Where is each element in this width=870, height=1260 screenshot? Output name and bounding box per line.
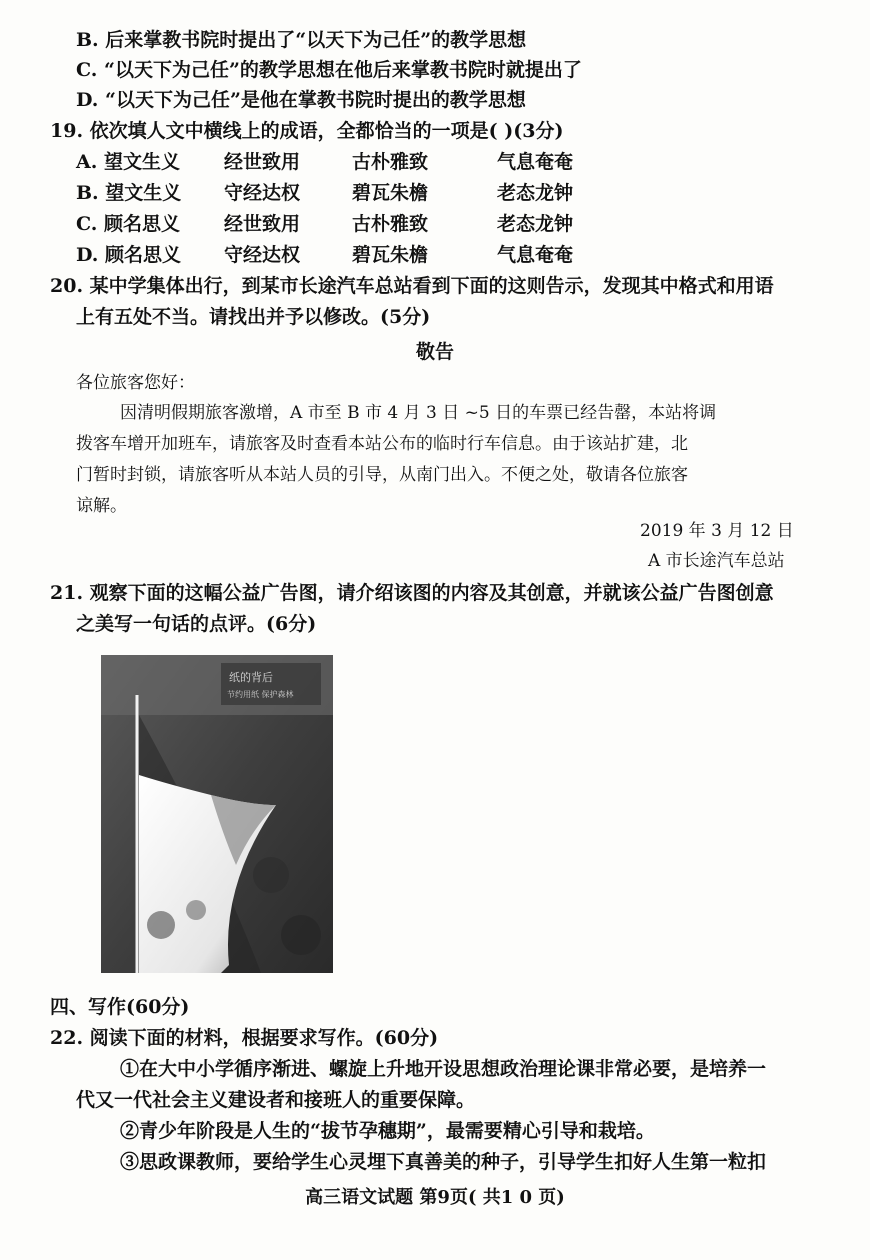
- q19-option-d-3: 碧瓦朱檐: [352, 244, 429, 266]
- q19-option-c-3: 古朴雅致: [352, 213, 429, 235]
- q19-option-b-1: B. 望文生义: [76, 182, 182, 204]
- notice-body-line4: 谅解。: [76, 496, 127, 516]
- section-4-heading: 四、写作(60分): [50, 996, 190, 1018]
- q19-option-b-2: 守经达权: [224, 182, 301, 204]
- poster-subtitle: 节约用纸 保护森林: [227, 690, 294, 699]
- q19-option-a-2: 经世致用: [224, 151, 301, 173]
- notice-body-line3: 门暂时封锁，请旅客听从本站人员的引导，从南门出入。不便之处，敬请各位旅客: [76, 465, 688, 485]
- q19-option-a-1: A. 望文生义: [76, 151, 180, 173]
- q19-stem: 19. 依次填人文中横线上的成语，全都恰当的一项是( )(3分): [50, 120, 564, 142]
- notice-title: 敬告: [415, 341, 454, 363]
- notice-greeting: 各位旅客您好：: [76, 373, 195, 393]
- q19-option-c-2: 经世致用: [224, 213, 301, 235]
- notice-signature: A 市长途汽车总站: [648, 551, 785, 571]
- public-service-poster: [101, 655, 333, 973]
- poster-title: 纸的背后: [229, 671, 273, 684]
- q19-option-d-4: 气息奄奄: [497, 244, 574, 266]
- page-footer: 高三语文试题 第9页( 共1 0 页): [305, 1187, 565, 1208]
- q19-option-d-2: 守经达权: [224, 244, 301, 266]
- q22-material-2: ②青少年阶段是人生的“拔节孕穗期”，最需要精心引导和栽培。: [120, 1120, 655, 1142]
- q21-stem-line1: 21. 观察下面的这幅公益广告图，请介绍该图的内容及其创意，并就该公益广告图创意: [50, 582, 774, 604]
- q19-option-b-4: 老态龙钟: [497, 182, 574, 204]
- q18-option-b: B. 后来掌教书院时提出了“以天下为己任”的教学思想: [76, 29, 527, 51]
- q18-option-d: D. “以天下为己任”是他在掌教书院时提出的教学思想: [76, 89, 526, 111]
- q19-option-c-4: 老态龙钟: [497, 213, 574, 235]
- q19-option-a-3: 古朴雅致: [352, 151, 429, 173]
- q22-material-1b: 代又一代社会主义建设者和接班人的重要保障。: [76, 1089, 476, 1111]
- q19-option-d-1: D. 顾名思义: [76, 244, 182, 266]
- q20-stem-line1: 20. 某中学集体出行，到某市长途汽车总站看到下面的这则告示，发现其中格式和用语: [50, 275, 774, 297]
- q19-option-a-4: 气息奄奄: [497, 151, 574, 173]
- notice-date: 2019 年 3 月 12 日: [640, 521, 794, 541]
- q19-option-b-3: 碧瓦朱檐: [352, 182, 429, 204]
- notice-body-line1: 因清明假期旅客激增，A 市至 B 市 4 月 3 日 ~5 日的车票已经告罄，本站将调: [120, 403, 717, 423]
- q21-stem-line2: 之美写一句话的点评。(6分): [76, 613, 317, 635]
- q20-stem-line2: 上有五处不当。请找出并予以修改。(5分): [76, 306, 431, 328]
- q18-option-c: C. “以天下为己任”的教学思想在他后来掌教书院时就提出了: [76, 59, 582, 81]
- q22-material-3: ③思政课教师，要给学生心灵埋下真善美的种子，引导学生扣好人生第一粒扣: [120, 1151, 767, 1173]
- q22-stem: 22. 阅读下面的材料，根据要求写作。(60分): [50, 1027, 439, 1049]
- notice-body-line2: 拨客车增开加班车，请旅客及时查看本站公布的临时行车信息。由于该站扩建，北: [76, 434, 688, 454]
- poster-artwork: [101, 655, 333, 973]
- q22-material-1a: ①在大中小学循序渐进、螺旋上升地开设思想政治理论课非常必要，是培养一: [120, 1058, 767, 1080]
- q19-option-c-1: C. 顾名思义: [76, 213, 181, 235]
